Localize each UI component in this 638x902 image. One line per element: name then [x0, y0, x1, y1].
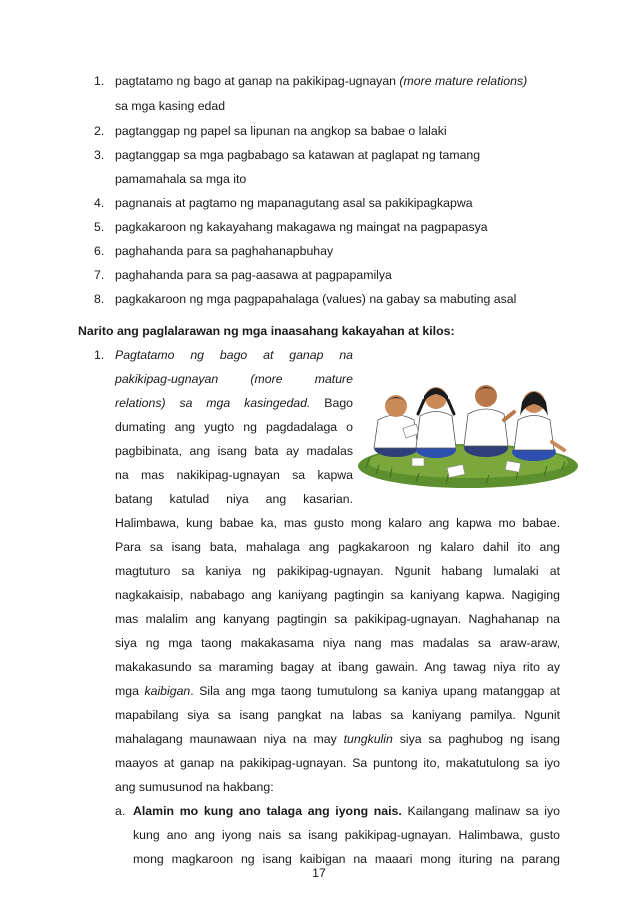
list-item-text: pagkakaroon ng kakayahang makagawa ng maingat na pagpapasya — [115, 220, 488, 234]
item-title-line: relations) sa mga kasingedad. Bago — [115, 396, 353, 410]
list-item-text: pamamahala sa mga ito — [115, 172, 247, 186]
list-number: 1. — [94, 74, 105, 88]
list-item-text: pagtanggap ng papel sa lipunan na angkop sa babae o lalaki — [115, 124, 447, 138]
list-number: 3. — [94, 148, 105, 162]
list-number: 2. — [94, 124, 105, 138]
sub-item-line: mong magkaroon ng isang kaibigan na maaari mong ituring na parang — [133, 852, 560, 866]
paragraph-line: Para sa isang bata, mahalaga ang pagkakaroon ng kalaro dahil ito ang — [115, 540, 560, 554]
paragraph-line: ang sumusunod na hakbang: — [115, 780, 274, 794]
list-item-text: sa mga kasing edad — [115, 99, 226, 113]
list-number: 5. — [94, 220, 105, 234]
item-title-line: pakikipag-ugnayan (more mature — [115, 372, 353, 386]
list-item-text: pagtatamo ng bago at ganap na pakikipag-ugnayan (more mature relations) — [115, 74, 528, 88]
paragraph-line: dumating ang yugto ng pagdadalaga o — [115, 420, 353, 434]
page-number: 17 — [312, 866, 326, 880]
sub-item-line: Alamin mo kung ano talaga ang iyong nais. Kailangang malinaw sa iyo — [133, 804, 560, 818]
paragraph-line: makakasundo sa maraming bagay at ibang gawain. Ang tawag niya rito ay — [115, 660, 560, 674]
list-item-text: paghahanda para sa pag-aasawa at pagpapamilya — [115, 268, 392, 282]
paragraph-line: magtuturo sa kaniya ng pakikipag-ugnayan. Ngunit habang lumalaki at — [115, 564, 560, 578]
list-item-text: pagtanggap sa mga pagbabago sa katawan at paglapat ng tamang — [115, 148, 481, 162]
list-number: 8. — [94, 292, 105, 306]
paragraph-line: pagbibinata, ang isang bata ay madalas — [115, 444, 353, 458]
paragraph-line: Halimbawa, kung babae ka, mas gusto mong kalaro ang kapwa mo babae. — [115, 516, 560, 530]
list-item-text: pagkakaroon ng mga pagpapahalaga (values) na gabay sa mabuting asal — [115, 292, 517, 306]
list-number: 7. — [94, 268, 105, 282]
students-illustration — [356, 350, 580, 490]
paragraph-line: mahalagang maunawaan niya na may tungkulin siya sa paghubog ng isang — [115, 732, 560, 746]
sub-item-label: a. — [115, 804, 126, 818]
student-boy-left — [374, 395, 419, 457]
paragraph-line: na mas nakikipag-ugnayan sa kapwa — [115, 468, 353, 482]
paper-sheet — [412, 458, 424, 466]
item-title-line: Pagtatamo ng bago at ganap na — [115, 348, 353, 362]
student-girl-right — [512, 391, 564, 461]
item-number: 1. — [94, 348, 105, 362]
sub-item-line: kung ano ang iyong nais sa isang pakikipag-ugnayan. Halimbawa, gusto — [133, 828, 560, 842]
paragraph-line: nagkakaisip, nababago ang kaniyang pagtingin sa kaniyang kapwa. Nagiging — [115, 588, 560, 602]
paragraph-line: batang katulad niya ang kasarian. — [115, 492, 353, 506]
paragraph-line: maayos at ganap na pakikipag-ugnayan. Sa puntong ito, makatutulong sa iyo — [115, 756, 560, 770]
section-heading: Narito ang paglalarawan ng mga inaasahang kakayahan at kilos: — [78, 324, 455, 338]
paragraph-line: mapabilang siya sa isang pangkat na labas sa kaniyang pamilya. Ngunit — [115, 708, 560, 722]
paragraph-line: mas malalim ang kanyang pagtingin sa pakikipag-ugnayan. Naghahanap na — [115, 612, 560, 626]
list-item-text: pagnanais at pagtamo ng mapanagutang asal sa pakikipagkapwa — [115, 196, 473, 210]
paragraph-line: siya ng mga taong makakasama niya nang mas madalas sa araw-araw, — [115, 636, 560, 650]
student-girl-center-left — [416, 387, 456, 458]
list-item-text: paghahanda para sa paghahanapbuhay — [115, 244, 334, 258]
paragraph-line: mga kaibigan. Sila ang mga taong tumutulong sa kaniya upang matanggap at — [115, 684, 560, 698]
student-boy-center-right — [464, 385, 514, 457]
list-number: 6. — [94, 244, 105, 258]
list-number: 4. — [94, 196, 105, 210]
